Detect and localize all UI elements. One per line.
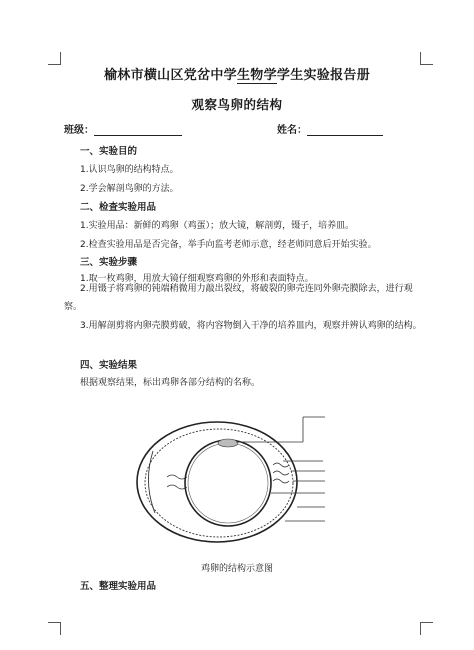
name-blank[interactable]: [307, 125, 383, 136]
class-field[interactable]: [64, 121, 182, 136]
name-label: 姓名：: [277, 125, 307, 136]
germinal-disc: [218, 439, 238, 447]
corner-mark-bottom-right: [420, 622, 433, 635]
step-item: 1.取一枚鸡卵，用放大镜仔细观察鸡卵的外形和表面特点。: [80, 274, 314, 284]
step-item: 2.用镊子将鸡卵的钝端稍微用力敲出裂纹，将破裂的卵壳连同外卵壳膜除去，进行观察。: [64, 284, 413, 312]
materials-item: 2.检查实验用品是否完备，举手向监考老师示意，经老师同意后开始实验。: [80, 240, 377, 250]
materials-item: 1.实验用品：新鲜的鸡卵（鸡蛋）；放大镜，解剖剪，镊子，培养皿。: [80, 221, 355, 231]
corner-mark-bottom-left: [48, 622, 61, 635]
diagram-caption: 鸡卵的结构示意图: [200, 564, 273, 574]
right-chalaza: [273, 463, 289, 483]
results-instruction: 根据观察结果，标出鸡卵各部分结构的名称。: [80, 378, 261, 388]
title-subject: 生物学: [237, 64, 277, 84]
section-results: 四、实验结果: [80, 360, 138, 371]
section-check-materials: 二、检查实验用品: [80, 202, 157, 213]
label-leader-lines: [236, 417, 325, 521]
class-label: 班级：: [64, 125, 94, 136]
yolk-outline: [185, 440, 271, 526]
title-school: 榆林市横山区党岔中学: [103, 68, 237, 83]
class-blank[interactable]: [94, 125, 182, 136]
report-title: [0, 64, 474, 84]
egg-structure-diagram: [133, 407, 333, 547]
step-item: 3.用解剖剪将内卵壳膜剪破，将内容物倒入干净的培养皿内，观察并辨认鸡卵的结构。: [80, 321, 422, 331]
title-report: 学生实验报告册: [276, 68, 371, 83]
section-cleanup: 五、整理实验用品: [80, 581, 157, 592]
experiment-title: 观察鸟卵的结构: [191, 97, 283, 112]
section-steps: 三、实验步骤: [80, 257, 138, 268]
section-purpose: 一、实验目的: [80, 146, 138, 157]
purpose-item: 2.学会解剖鸟卵的方法。: [80, 184, 179, 194]
purpose-item: 1.认识鸟卵的结构特点。: [80, 165, 179, 175]
left-chalaza: [167, 475, 187, 489]
yolk-membrane-outline: [188, 443, 268, 523]
name-field[interactable]: [277, 121, 383, 136]
